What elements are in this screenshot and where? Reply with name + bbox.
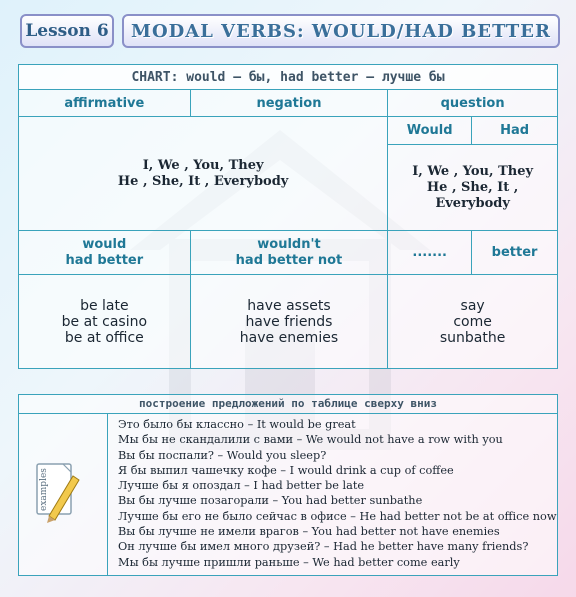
page-title	[122, 14, 560, 48]
header-question-would: Would	[388, 117, 472, 145]
example-sentence: Вы бы лучше позагорали – You had better sunbathe	[118, 494, 423, 508]
verb-item: say	[460, 297, 485, 314]
example-sentence: Лучше бы я опоздал – I had better be late	[118, 479, 365, 493]
modal-had-better-not: had better not	[235, 252, 343, 268]
example-sentence: Он лучше бы имел много друзей? – Had he better have many friends?	[118, 540, 529, 554]
example-sentence: Вы бы поспали? – Would you sleep?	[118, 448, 327, 462]
example-sentence: Вы бы лучше не имели врагов – You had better not have enemies	[118, 525, 500, 539]
verb-item: come	[453, 313, 492, 330]
verb-item: be late	[80, 297, 129, 314]
verb-item: be at office	[64, 329, 144, 346]
header-affirmative: affirmative	[19, 90, 191, 117]
verb-item: sunbathe	[439, 329, 506, 346]
subjects-statement	[19, 117, 388, 231]
header-question: question	[388, 90, 558, 117]
verbs-negation	[190, 275, 388, 369]
pencil-document-icon	[33, 462, 83, 524]
modal-would: would	[82, 236, 127, 252]
verbs-question	[388, 275, 558, 369]
example-sentence: Лучше бы его не было сейчас в офисе – He had better not be at office now	[118, 509, 557, 523]
chart-title: CHART: would – бы, had better – лучше бы	[19, 65, 558, 90]
examples-icon-label: examples	[39, 468, 49, 511]
verb-item: have enemies	[239, 329, 339, 346]
modal-affirmative	[19, 231, 191, 275]
examples-icon-cell	[19, 414, 108, 575]
subjects-question-line-2: He , She, It , Everybody	[426, 179, 519, 211]
subjects-line-1: I, We , You, They	[142, 157, 264, 173]
example-sentence: Я бы выпил чашечку кофе – I would drink a cup of coffee	[118, 463, 454, 477]
page-title-text: MODAL VERBS: WOULD/HAD BETTER	[131, 20, 551, 42]
verbs-affirmative	[19, 275, 191, 369]
example-sentence: Мы бы лучше пришли раньше – We had better come early	[118, 555, 460, 569]
modal-had-better: had better	[65, 252, 144, 268]
subjects-question	[388, 145, 558, 231]
grammar-chart	[18, 64, 558, 369]
subjects-line-2: He , She, It , Everybody	[117, 173, 289, 189]
example-sentence: Это было бы классно – It would be great	[118, 418, 356, 431]
modal-negation	[190, 231, 388, 275]
verb-item: have assets	[247, 297, 331, 314]
lesson-label: Lesson 6	[25, 21, 109, 41]
modal-question-would: .......	[388, 231, 472, 275]
examples-list	[118, 417, 557, 570]
header-question-had: Had	[472, 117, 558, 145]
examples-panel	[18, 394, 558, 576]
example-sentence: Мы бы не скандалили с вами – We would not have a row with you	[118, 433, 503, 447]
lesson-badge	[20, 14, 114, 48]
verb-item: have friends	[245, 313, 333, 330]
header-negation: negation	[190, 90, 388, 117]
modal-question-better: better	[472, 231, 558, 275]
verb-item: be at casino	[61, 313, 148, 330]
examples-title: построение предложений по таблице сверху вниз	[19, 395, 557, 414]
modal-wouldnt: wouldn't	[257, 236, 321, 252]
subjects-question-line-1: I, We , You, They	[412, 163, 534, 179]
